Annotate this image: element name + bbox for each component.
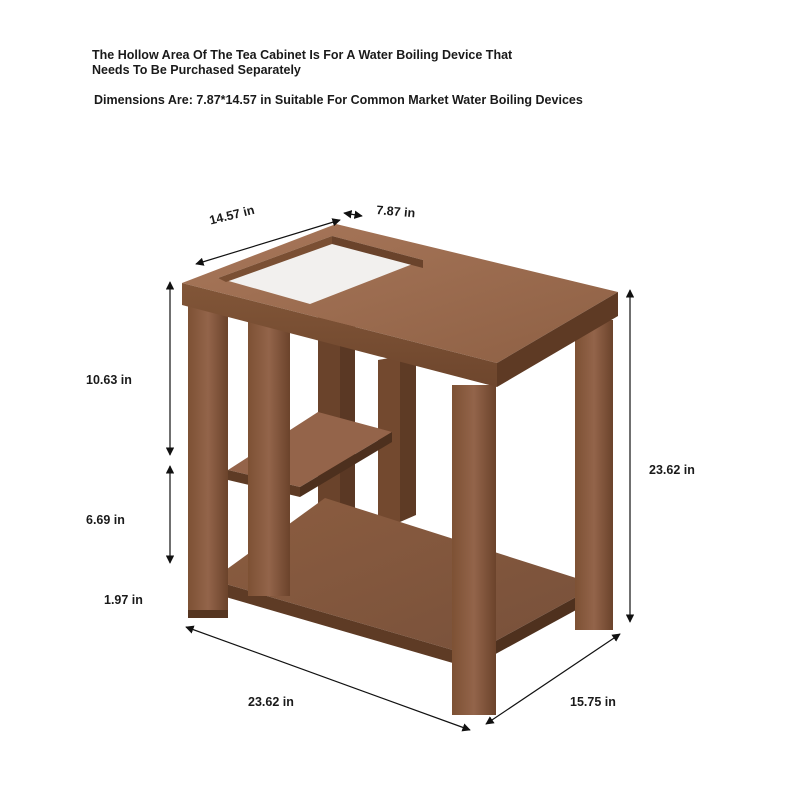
inner-front-leg — [248, 320, 290, 596]
dimensions-note: Dimensions Are: 7.87*14.57 in Suitable For Common Market Water Boiling Devices — [94, 93, 583, 107]
length-label: 23.62 in — [248, 695, 294, 709]
middle-height-label: 6.69 in — [86, 513, 125, 527]
right-back-leg — [575, 320, 613, 630]
total-height-label: 23.62 in — [649, 463, 695, 477]
opening-depth-label: 14.57 in — [208, 202, 256, 228]
opening-width-label: 7.87 in — [375, 203, 416, 221]
front-left-leg — [188, 300, 228, 618]
hollow-area-note: The Hollow Area Of The Tea Cabinet Is For A Water Boiling Device That Needs To Be Purchased Separately — [92, 48, 513, 77]
front-right-leg — [452, 385, 496, 715]
depth-label: 15.75 in — [570, 695, 616, 709]
base-height-label: 1.97 in — [104, 593, 143, 607]
upper-height-label: 10.63 in — [86, 373, 132, 387]
